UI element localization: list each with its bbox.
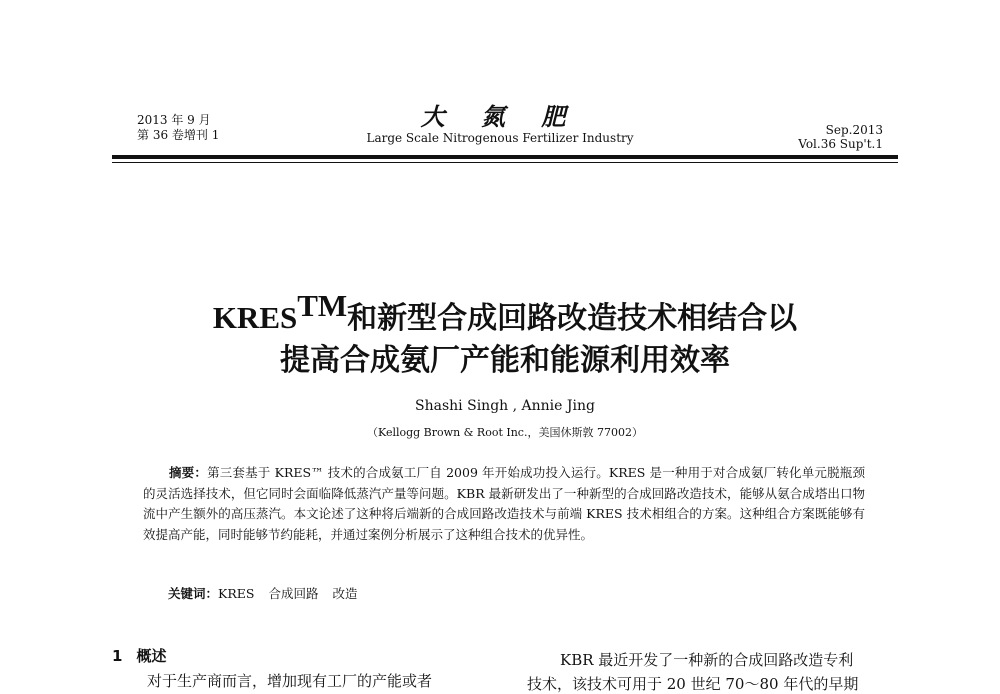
header-date-en: Sep.2013 (825, 123, 883, 137)
title-line-1-text: 和新型合成回路改造技术相结合以 (347, 301, 798, 336)
title-trademark: TM (297, 288, 348, 323)
keywords (168, 584, 372, 602)
abstract-label: 摘要： (169, 465, 208, 480)
section-title: 概述 (136, 647, 167, 665)
body-text-left: 对于生产商而言，增加现有工厂的产能或者 (147, 672, 433, 690)
header-volume-en: Vol.36 Sup't.1 (798, 137, 883, 151)
title-kres: KRES (212, 300, 298, 335)
journal-masthead (350, 103, 650, 145)
affiliation: （Kellogg Brown & Root Inc.，美国休斯敦 77002） (367, 426, 643, 439)
keyword-item: 改造 (332, 586, 358, 601)
header-issue-cn (137, 113, 219, 143)
keyword-item: KRES (218, 586, 255, 601)
keywords-label: 关键词： (168, 586, 219, 601)
abstract-text: 第三套基于 KRES™ 技术的合成氨工厂自 2009 年开始成功投入运行。KRES 是一种用于对合成氨厂转化单元脱瓶颈的灵活选择技术，但它同时会面临降低蒸汽产量等问题。KBR 最新研发出了一种新型的合成回路改造技术，能够从氨合成塔出口物流中产生额外的高压蒸汽。本文论述了这种将后端新的合成回路改造技术与前端 KRES 技术相组合的方案。这种组合方案既能够有效提高产能，同时能够节约能耗，并通过案例分析展示了这种组合技术的优异性。 (143, 465, 865, 542)
header-issue-en (798, 123, 883, 151)
keyword-item: 合成回路 (268, 586, 319, 601)
body-text-right-1: KBR 最近开发了一种新的合成回路改造专利 (560, 651, 854, 669)
header-volume-cn: 第 36 卷增刊 1 (137, 128, 220, 142)
title-line-1 (100, 285, 910, 340)
abstract (143, 463, 865, 545)
section-heading (112, 645, 166, 666)
journal-name-en: Large Scale Nitrogenous Fertilizer Industry (366, 131, 634, 145)
header-rule-thin (112, 162, 898, 163)
body-text-right-2: 技术，该技术可用于 20 世纪 70～80 年代的早期 (527, 675, 859, 693)
journal-logo-cn: 大 氮 肥 (420, 102, 580, 131)
header-date-cn: 2013 年 9 月 (137, 113, 211, 127)
title-line-2: 提高合成氨厂产能和能源利用效率 (280, 343, 730, 378)
header-rule-thick (112, 155, 898, 159)
section-number: 1 (112, 647, 123, 665)
paper-title (100, 285, 910, 382)
authors: Shashi Singh , Annie Jing (415, 398, 595, 414)
